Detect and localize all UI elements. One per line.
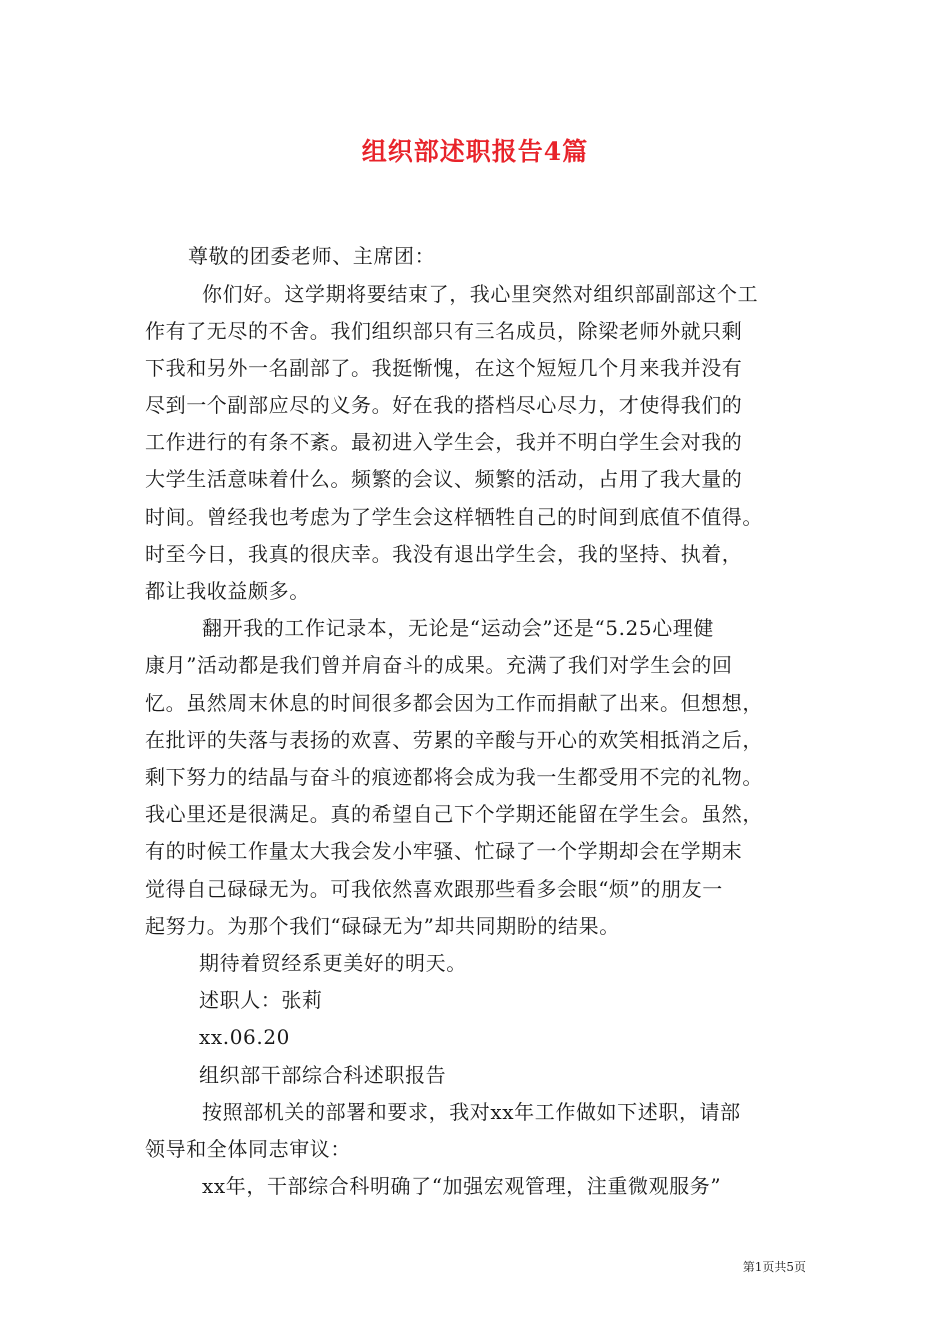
body-line: 在批评的失落与表扬的欢喜、劳累的辛酸与开心的欢笑相抵消之后， xyxy=(145,728,763,752)
body-line: 剩下努力的结晶与奋斗的痕迹都将会成为我一生都受用不完的礼物。 xyxy=(145,765,763,789)
body-line: 康月”活动都是我们曾并肩奋斗的成果。充满了我们对学生会的回 xyxy=(145,653,733,677)
body-line: 都让我收益颇多。 xyxy=(145,579,310,603)
document-title: 组织部述职报告4篇 xyxy=(361,137,589,166)
body-line: 忆。虽然周末休息的时间很多都会因为工作而捐献了出来。但想想， xyxy=(145,691,763,715)
body-line: 按照部机关的部署和要求，我对xx年工作做如下述职，请部 xyxy=(202,1100,741,1124)
body-line: 起努力。为那个我们“碌碌无为”却共同期盼的结果。 xyxy=(145,914,620,938)
body-line: 时间。曾经我也考虑为了学生会这样牺牲自己的时间到底值不值得。 xyxy=(145,505,763,529)
body-line: 我心里还是很满足。真的希望自己下个学期还能留在学生会。虽然， xyxy=(145,802,763,826)
section-heading: 组织部干部综合科述职报告 xyxy=(199,1063,447,1087)
body-line: 你们好。这学期将要结束了，我心里突然对组织部副部这个工 xyxy=(202,282,759,306)
body-line: 工作进行的有条不紊。最初进入学生会，我并不明白学生会对我的 xyxy=(145,430,743,454)
body-line: xx年，干部综合科明确了“加强宏观管理，注重微观服务” xyxy=(202,1174,722,1198)
salutation-line: 尊敬的团委老师、主席团： xyxy=(188,244,436,268)
signature-line: 述职人：张莉 xyxy=(199,988,323,1012)
body-line: 下我和另外一名副部了。我挺惭愧，在这个短短几个月来我并没有 xyxy=(145,356,743,380)
body-line: 有的时候工作量太大我会发小牢骚、忙碌了一个学期却会在学期末 xyxy=(145,839,743,863)
body-line: 翻开我的工作记录本，无论是“运动会”还是“5.25心理健 xyxy=(202,616,715,640)
body-line: 尽到一个副部应尽的义务。好在我的搭档尽心尽力，才使得我们的 xyxy=(145,393,743,417)
body-line: 时至今日，我真的很庆幸。我没有退出学生会，我的坚持、执着， xyxy=(145,542,743,566)
body-line: 觉得自己碌碌无为。可我依然喜欢跟那些看多会眼“烦”的朋友一 xyxy=(145,877,723,901)
body-line: 大学生活意味着什么。频繁的会议、频繁的活动，占用了我大量的 xyxy=(145,467,743,491)
date-line: xx.06.20 xyxy=(199,1025,290,1049)
body-line: 期待着贸经系更美好的明天。 xyxy=(199,951,467,975)
body-line: 领导和全体同志审议： xyxy=(145,1137,351,1161)
body-line: 作有了无尽的不舍。我们组织部只有三名成员，除梁老师外就只剩 xyxy=(145,319,743,343)
page-number: 第1页共5页 xyxy=(742,1260,806,1274)
